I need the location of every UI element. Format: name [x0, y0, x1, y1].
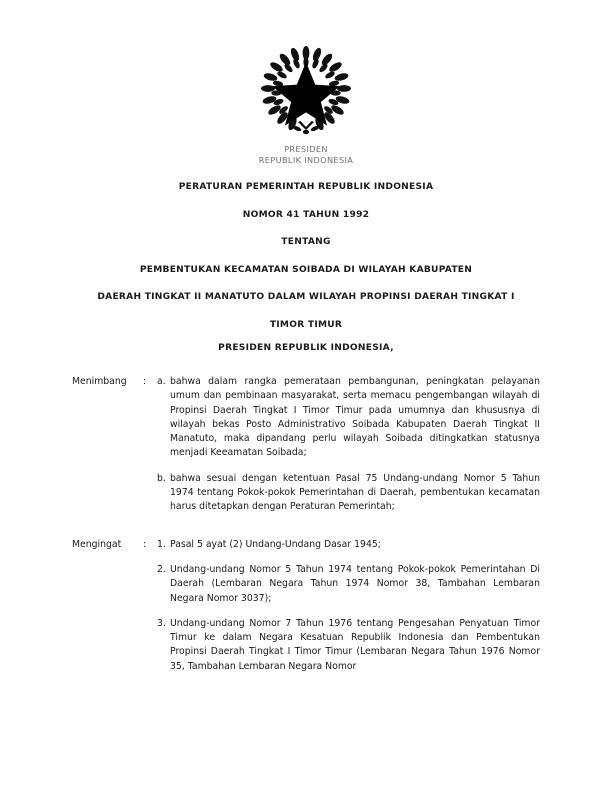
- mengingat-colon: :: [143, 538, 147, 550]
- title-line-subject-1: PEMBENTUKAN KECAMATAN SOIBADA DI WILAYAH KABUPATEN: [139, 264, 473, 275]
- menimbang-row: [0, 375, 612, 515]
- title-line-number-year: NOMOR 41 TAHUN 1992: [242, 209, 370, 220]
- mengingat-items: [157, 538, 540, 674]
- menimbang-label: Menimbang: [72, 376, 127, 387]
- title-line-tentang: TENTANG: [281, 237, 331, 247]
- document-title-block: [36, 182, 576, 330]
- mengingat-item: [157, 563, 540, 606]
- menimbang-section: [0, 375, 612, 515]
- mengingat-item-marker: 3.: [157, 617, 166, 629]
- title-line-regulation-type: PERATURAN PEMERINTAH REPUBLIK INDONESIA: [178, 182, 434, 192]
- emblem-caption: [0, 144, 612, 165]
- menimbang-item: [157, 375, 540, 461]
- title-line-subject-2: DAERAH TINGKAT II MANATUTO DALAM WILAYAH PROPINSI DAERAH TINGKAT I: [97, 292, 515, 302]
- mengingat-item-text: Pasal 5 ayat (2) Undang-Undang Dasar 1945;: [170, 538, 381, 550]
- menimbang-item-text: bahwa dalam rangka pemerataan pembangunan, peningkatan pelayanan umum dan pembinaan masyarakat, serta memacu pengembangan wilayah di Propinsi Daerah Tingkat I Timor Timur pada umumnya dan khususnya di wilayah bekas Posto Administrativo Soibada Kabupaten Daerah Tingkat II Manatuto, maka dipandang perlu wilayah Soibada ditingkatkan statusnya menjadi Keeamatan Soibada;: [170, 376, 540, 459]
- mengingat-item-marker: 1.: [157, 538, 166, 550]
- mengingat-item: [157, 538, 540, 552]
- presiden-heading: PRESIDEN REPUBLIK INDONESIA,: [218, 343, 394, 353]
- menimbang-item: [157, 472, 540, 515]
- presidential-seal-star-wreath-icon: [254, 44, 358, 140]
- menimbang-colon: :: [143, 376, 147, 387]
- clauses-container: [0, 375, 612, 674]
- mengingat-item-text: Undang-undang Nomor 5 Tahun 1974 tentang Pokok-pokok Pemerintahan Di Daerah (Lembaran Negara Tahun 1974 Nomor 38, Tambahan Lembaran Negara Nomor 3037);: [170, 563, 540, 604]
- emblem-block: [0, 44, 612, 165]
- mengingat-item-marker: 2.: [157, 563, 166, 575]
- mengingat-item: [157, 617, 540, 674]
- mengingat-item-text: Undang-undang Nomor 7 Tahun 1976 tentang Pengesahan Penyatuan Timor Timur ke dalam Negara Kesatuan Republik Indonesia dan Pembentukan Propinsi Daerah Tingkat I Timor Timur (Lembaran Negara Tahun 1976 Nomor 35, Tambahan Lembaran Negara Nomor: [170, 617, 540, 672]
- menimbang-items: [157, 375, 540, 515]
- mengingat-section: [0, 538, 612, 674]
- menimbang-item-marker: a.: [157, 376, 166, 387]
- title-line-subject-3: TIMOR TIMUR: [269, 319, 343, 330]
- section-spacer: [0, 515, 612, 538]
- mengingat-label: Mengingat: [72, 538, 122, 550]
- mengingat-row: [0, 538, 612, 674]
- emblem-caption-line-1: PRESIDEN: [284, 144, 328, 154]
- emblem-caption-line-2: REPUBLIK INDONESIA: [258, 154, 354, 165]
- menimbang-item-text: bahwa sesuai dengan ketentuan Pasal 75 Undang-undang Nomor 5 Tahun 1974 tentang Pokok-pokok Pemerintahan di Daerah, pembentukan kecamatan harus ditetapkan dengan Peraturan Pemerintah;: [170, 472, 540, 513]
- menimbang-item-marker: b.: [157, 472, 166, 484]
